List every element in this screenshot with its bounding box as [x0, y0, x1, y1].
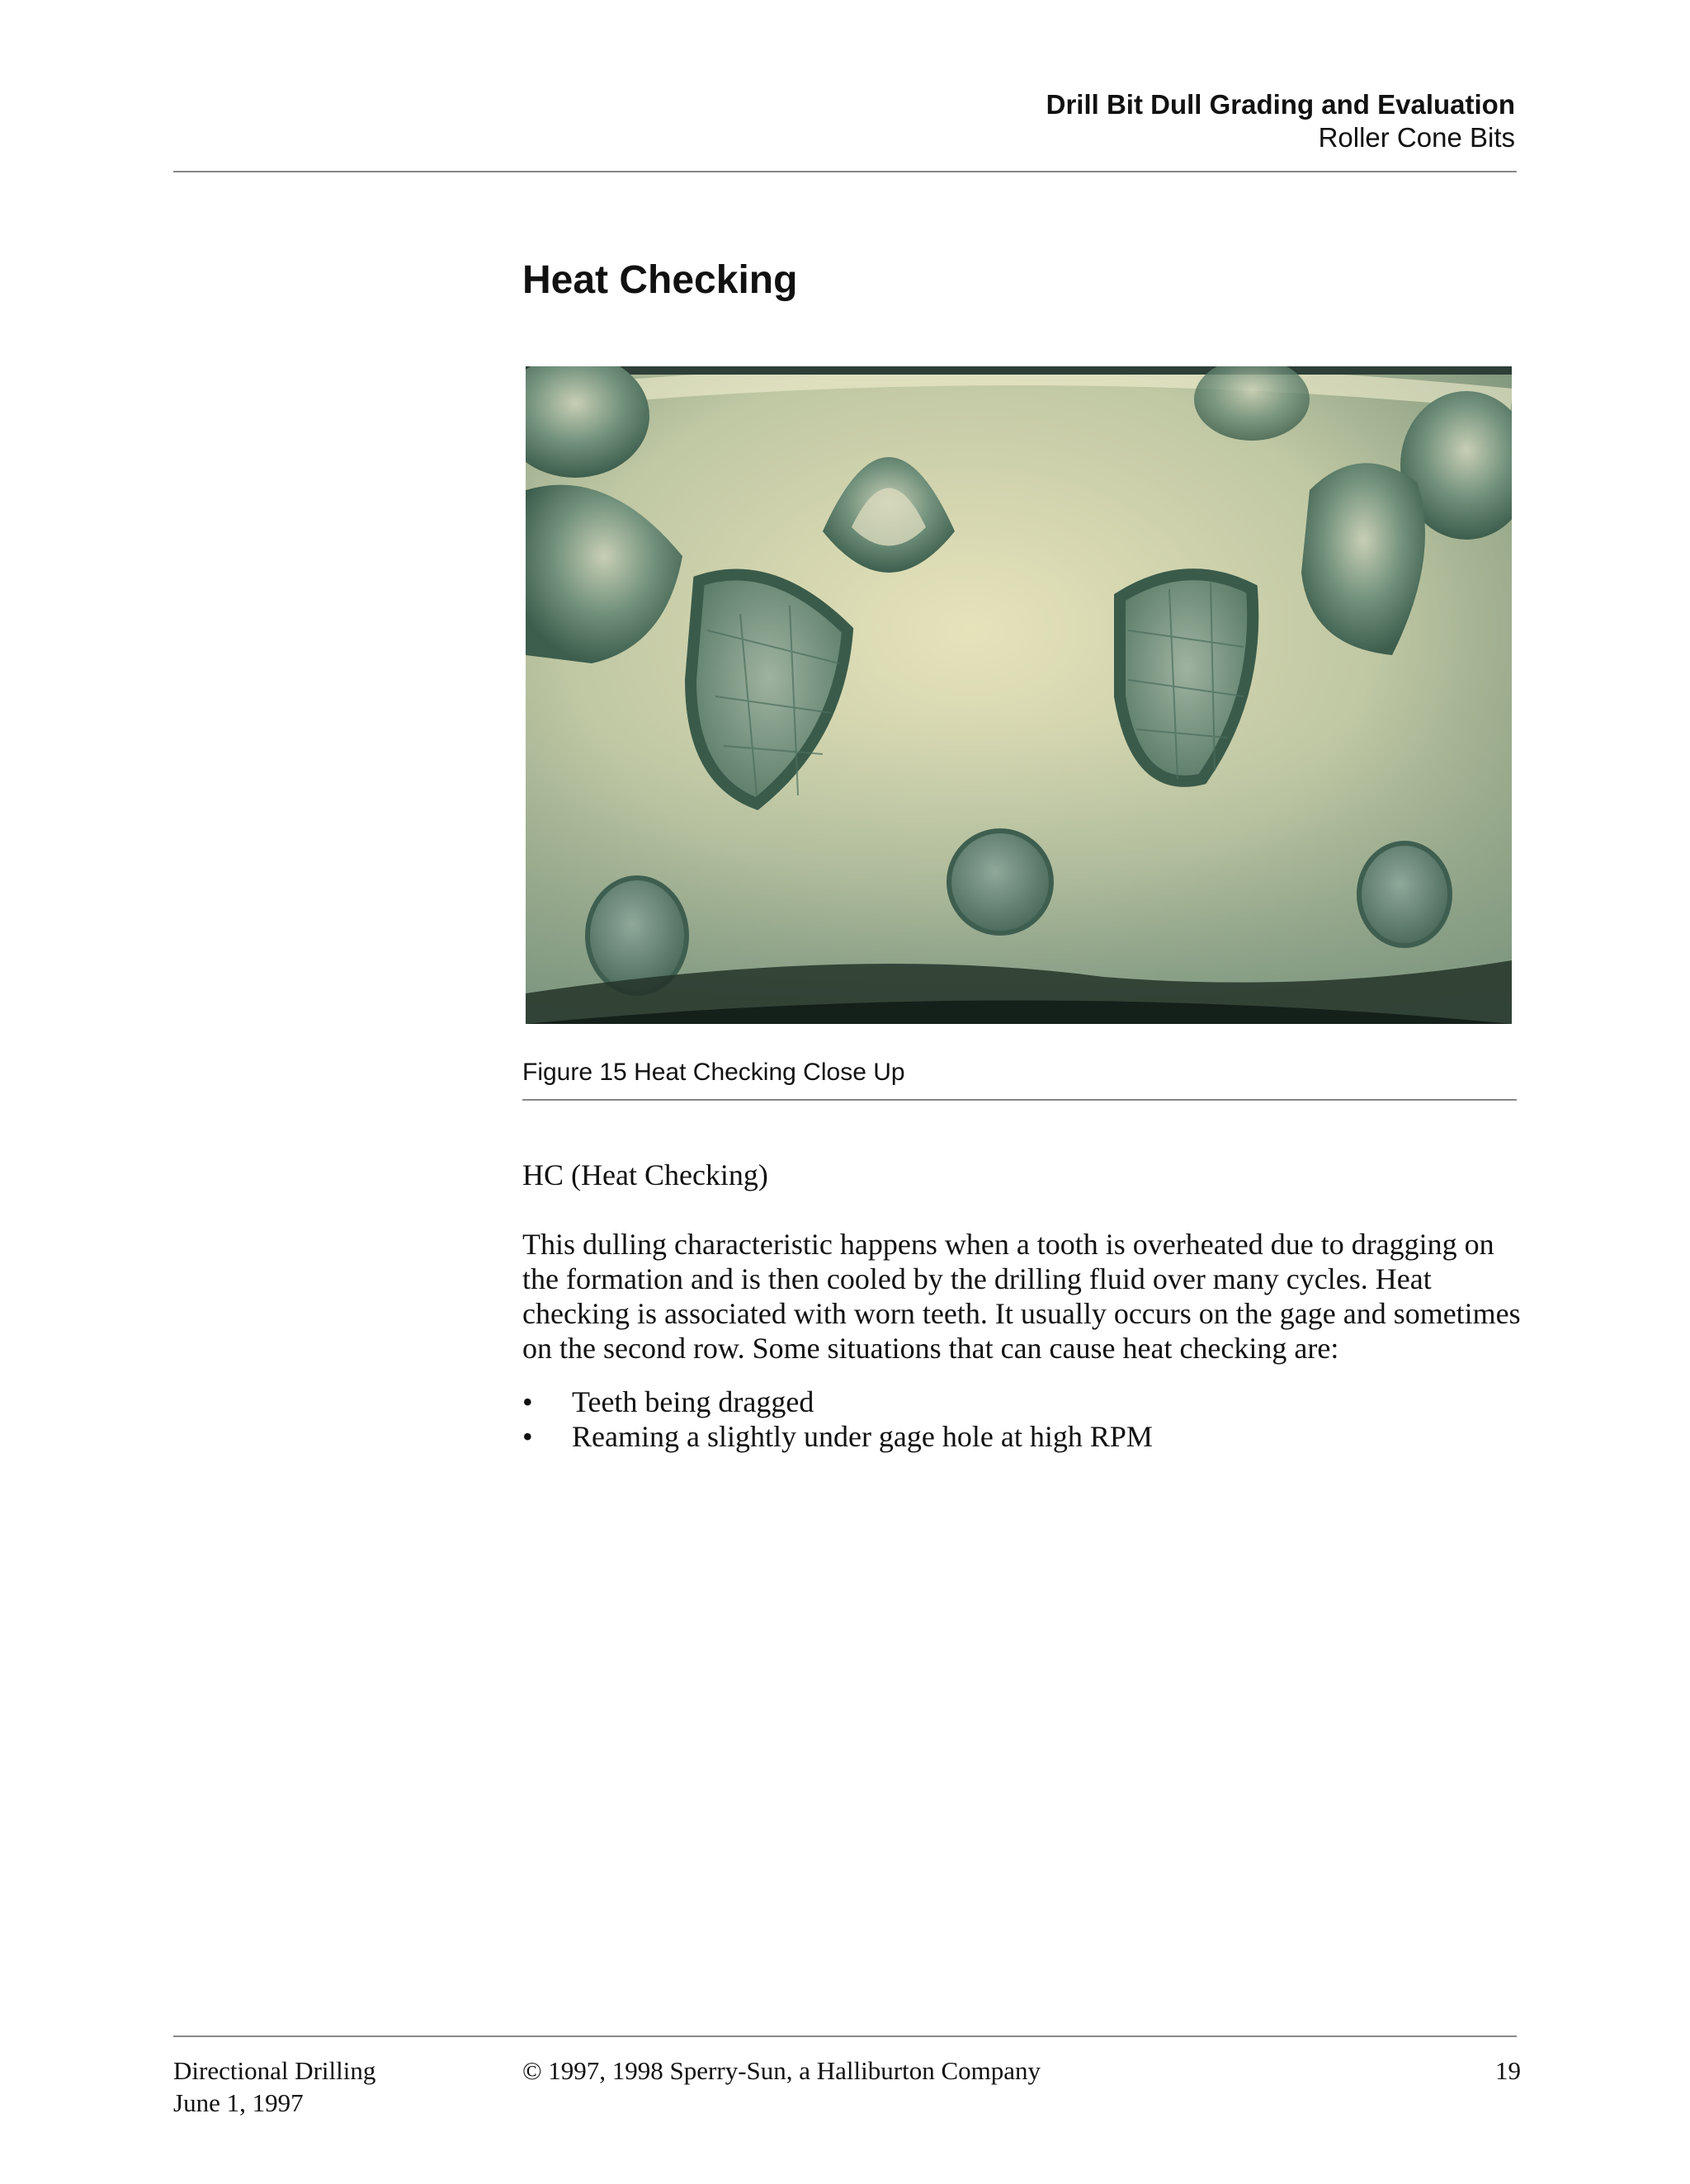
header-subtitle: Roller Cone Bits — [1318, 122, 1515, 153]
bullet-glyph: • — [522, 1420, 533, 1453]
caption-rule — [522, 1099, 1517, 1101]
list-item-text: Reaming a slightly under gage hole at high RPM — [572, 1420, 1153, 1453]
list-item-text: Teeth being dragged — [572, 1385, 814, 1418]
page-number: 19 — [1495, 2056, 1521, 2085]
footer-rule — [173, 2035, 1517, 2037]
footer-copyright: © 1997, 1998 Sperry-Sun, a Halliburton Company — [522, 2056, 1041, 2085]
footer-date: June 1, 1997 — [173, 2088, 304, 2117]
footer-doc-name: Directional Drilling — [173, 2056, 376, 2085]
dull-code-label: HC (Heat Checking) — [522, 1158, 768, 1191]
body-paragraph: This dulling characteristic happens when a tooth is overheated due to dragging on the formation and is then cooled by the drilling fluid over many cycles. Heat checking is associated with worn teeth. It usually occurs on the gage and sometimes on the second row. Some situations that can cause heat checking are: — [522, 1228, 1521, 1365]
section-title: Heat Checking — [522, 258, 798, 302]
figure-caption: Figure 15 Heat Checking Close Up — [522, 1059, 905, 1086]
heat-checking-photo — [526, 366, 1512, 1024]
bullet-glyph: • — [522, 1385, 533, 1418]
header-title: Drill Bit Dull Grading and Evaluation — [1046, 89, 1515, 120]
header-rule — [173, 171, 1517, 172]
list-item — [522, 1419, 1153, 1454]
list-item — [522, 1384, 1153, 1419]
cause-list — [522, 1384, 1153, 1454]
